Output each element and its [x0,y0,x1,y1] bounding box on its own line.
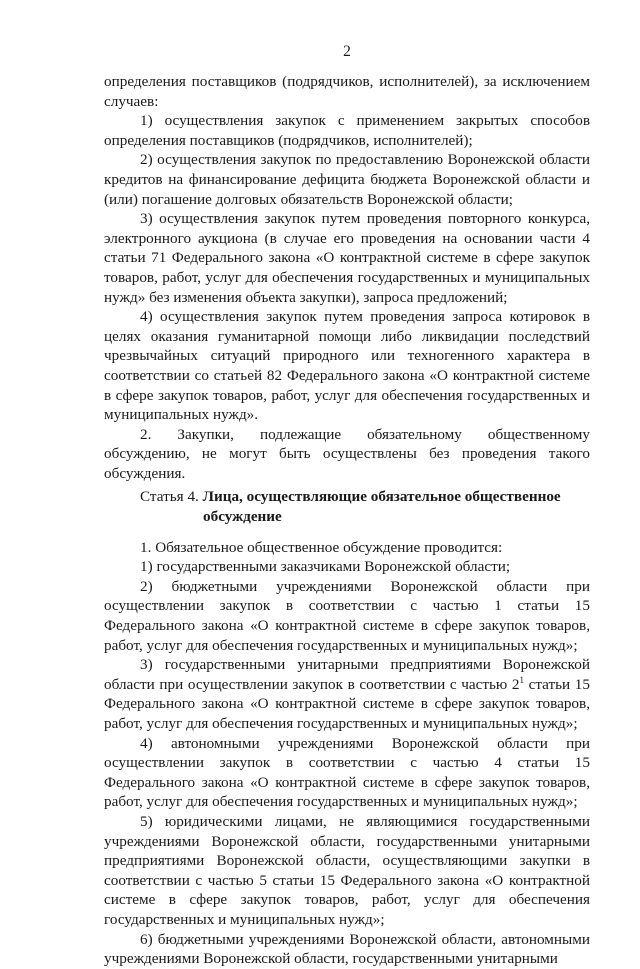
superscript-1: 1 [519,674,524,685]
list-item-1: 1) государственными заказчиками Воронежской области; [140,558,511,576]
list-item-6: 6) бюджетными учреждениями Воронежской области, автономными учреждениями Воронежской области, государственными унитарными [104,930,590,968]
list-item-3 [104,655,590,733]
list-item-4: 4) автономными учреждениями Воронежской области при осуществлении закупок в соответствии с частью 4 статьи 15 Федерального закона «О контрактной системе в сфере закупок товаров, работ, услуг для обеспечения государственных и муниципальных нужд»; [104,734,590,811]
list-item-2: 2) осуществления закупок по предоставлению Воронежской области кредитов на финансирование дефицита бюджета Воронежской области и (или) погашение долговых обязательств Воронежской области; [104,151,590,208]
list-item-3: 3) осуществления закупок путем проведения повторного конкурса, электронного аукциона (в случае его проведения на основании части 4 статьи 71 Федерального закона «О контрактной системе в сфере закупок товаров, работ, услуг для обеспечения государственных и муниципальных нужд» без изменения объекта закупки), запроса предложений; [104,210,590,306]
list-item-3-text-a: 3) государственными унитарными предприятиями Воронежской области при осуществлении закупок в соответствии с частью 2 [104,656,590,693]
list-item-4: 4) осуществления закупок путем проведения запроса котировок в целях оказания гуманитарной помощи либо ликвидации последствий чрезвычайных ситуаций природного или техногенного характера в соответствии со статьей 82 Федерального закона «О контрактной системе в сфере закупок товаров, работ, услуг для обеспечения государственных и муниципальных нужд». [104,308,590,424]
list-item-5: 5) юридическими лицами, не являющимися государственными учреждениями Воронежской области, государственными унитарными предприятиями Воронежской области, осуществляющими закупки в соответствии с частью 5 статьи 15 Федерального закона «О контрактной системе в сфере закупок товаров, работ, услуг для обеспечения государственных и муниципальных нужд»; [104,812,590,928]
list-item-2: 2) бюджетными учреждениями Воронежской области при осуществлении закупок в соответствии с частью 1 статьи 15 Федерального закона «О контрактной системе в сфере закупок товаров, работ, услуг для обеспечения государственных и муниципальных нужд»; [104,577,590,654]
article-heading [104,487,590,526]
article-number: Статья 4. [140,488,199,506]
article-title-line1: Лица, осуществляющие обязательное общественное [202,488,561,506]
list-item-1: 1) осуществления закупок с применением закрытых способов определения поставщиков (подрядчиков, исполнителей); [104,112,590,149]
article-title-line2: обсуждение [203,508,282,526]
clause-1: 1. Обязательное общественное обсуждение проводится: [140,538,503,556]
list-item-3-text-b: статьи 15 Федерального закона «О контрактной системе в сфере закупок товаров, работ, услуг для обеспечения государственных и муниципальных нужд»; [104,675,590,732]
page-number: 2 [343,43,351,60]
clause-2: 2. Закупки, подлежащие обязательному общественному обсуждению, не могут быть осуществлены без проведения такого обсуждения. [104,425,590,482]
paragraph-continuation: определения поставщиков (подрядчиков, исполнителей), за исключением случаев: [104,73,590,110]
